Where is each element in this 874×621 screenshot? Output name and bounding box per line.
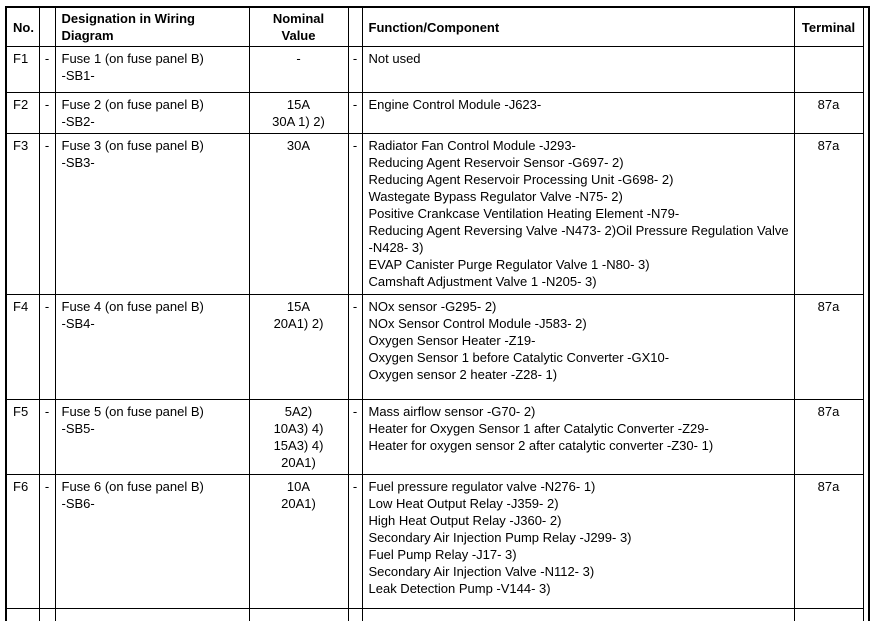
- nominal-value-cell: [249, 295, 348, 400]
- table-body: [6, 47, 869, 621]
- nominal-value-line: 30A 1) 2): [272, 114, 325, 129]
- function-component-line: Not used: [368, 51, 421, 66]
- designation-cell: [55, 475, 249, 609]
- designation-line: -SB5-: [61, 421, 95, 436]
- designation-line: Fuse 3 (on fuse panel B): [61, 138, 204, 153]
- dash-right-cell: -: [348, 134, 362, 295]
- function-component-line: Reducing Agent Reservoir Sensor -G697- 2): [368, 155, 624, 170]
- nominal-value-line: 20A1): [281, 455, 316, 470]
- spacer-cell: [863, 93, 869, 134]
- function-component-cell: [362, 475, 794, 609]
- nominal-value-cell: [249, 134, 348, 295]
- nominal-value-line: 10A: [286, 479, 311, 494]
- header-row: [6, 7, 869, 47]
- function-component-cell: [362, 295, 794, 400]
- terminal-cell: 87a: [794, 295, 863, 400]
- function-component-cell: [362, 400, 794, 475]
- designation-line: -SB4-: [61, 316, 95, 331]
- dash-right-cell: -: [348, 93, 362, 134]
- nominal-value-cell: [249, 47, 348, 93]
- designation-line: Fuse 2 (on fuse panel B): [61, 97, 204, 112]
- partial-row: [6, 609, 869, 621]
- function-component-line: Oxygen Sensor Heater -Z19-: [368, 333, 536, 348]
- function-component-line: Fuel pressure regulator valve -N276- 1): [368, 479, 596, 494]
- function-component-line: NOx Sensor Control Module -J583- 2): [368, 316, 587, 331]
- header-no: No.: [6, 7, 39, 47]
- function-component-line: Wastegate Bypass Regulator Valve -N75- 2): [368, 189, 623, 204]
- terminal-cell: [794, 47, 863, 93]
- dash-right-cell: -: [348, 295, 362, 400]
- function-component-line: Reducing Agent Reservoir Processing Unit -G698- 2): [368, 172, 674, 187]
- fuse-row: [6, 47, 869, 93]
- dash-right-cell: -: [348, 47, 362, 93]
- dash-left-cell: -: [39, 134, 55, 295]
- fuse-row: [6, 400, 869, 475]
- function-component-line: Secondary Air Injection Valve -N112- 3): [368, 564, 595, 579]
- dash-left-cell: -: [39, 295, 55, 400]
- dash-left-cell: [39, 609, 55, 621]
- fuse-row: [6, 295, 869, 400]
- header-dash-right: [348, 7, 362, 47]
- fuse-no-cell: F2: [6, 93, 39, 134]
- function-component-line: Heater for oxygen sensor 2 after catalytic converter -Z30- 1): [368, 438, 714, 453]
- nominal-value-line: 30A: [286, 138, 311, 153]
- nominal-value-cell: [249, 609, 348, 621]
- terminal-cell: 87a: [794, 93, 863, 134]
- dash-left-cell: -: [39, 475, 55, 609]
- function-component-line: High Heat Output Relay -J360- 2): [368, 513, 562, 528]
- function-component-line: EVAP Canister Purge Regulator Valve 1 -N80- 3): [368, 257, 650, 272]
- function-component-line: Mass airflow sensor -G70- 2): [368, 404, 536, 419]
- terminal-cell: 87a: [794, 475, 863, 609]
- dash-left-cell: -: [39, 93, 55, 134]
- dash-right-cell: -: [348, 400, 362, 475]
- function-component-cell: [362, 609, 794, 621]
- nominal-value-cell: [249, 475, 348, 609]
- dash-right-cell: -: [348, 475, 362, 609]
- nominal-value-cell: [249, 400, 348, 475]
- nominal-value-line: 10A3) 4): [273, 421, 324, 436]
- function-component-line: Low Heat Output Relay -J359- 2): [368, 496, 559, 511]
- spacer-cell: [863, 295, 869, 400]
- fuse-no-cell: F3: [6, 134, 39, 295]
- designation-line: Fuse 4 (on fuse panel B): [61, 299, 204, 314]
- nominal-value-line: 20A1): [281, 496, 316, 511]
- fuse-no-cell: F6: [6, 475, 39, 609]
- function-component-line: Leak Detection Pump -V144- 3): [368, 581, 551, 596]
- function-component-line: Fuel Pump Relay -J17- 3): [368, 547, 517, 562]
- fuse-row: [6, 134, 869, 295]
- header-function: Function/Component: [362, 7, 794, 47]
- designation-line: -SB3-: [61, 155, 95, 170]
- spacer-cell: [863, 47, 869, 93]
- function-component-line: Reducing Agent Reversing Valve -N473- 2)Oil Pressure Regulation Valve -N428- 3): [368, 223, 789, 255]
- nominal-value-line: -: [296, 51, 301, 66]
- designation-cell: [55, 93, 249, 134]
- designation-cell: [55, 47, 249, 93]
- function-component-cell: [362, 134, 794, 295]
- designation-cell: [55, 609, 249, 621]
- designation-line: Fuse 1 (on fuse panel B): [61, 51, 204, 66]
- spacer-cell: [863, 134, 869, 295]
- header-spacer: [863, 7, 869, 47]
- dash-right-cell: [348, 609, 362, 621]
- terminal-cell: [794, 609, 863, 621]
- fuse-row: [6, 475, 869, 609]
- header-dash-left: [39, 7, 55, 47]
- dash-left-cell: -: [39, 47, 55, 93]
- spacer-cell: [863, 475, 869, 609]
- nominal-value-line: 5A2): [284, 404, 313, 419]
- function-component-line: Positive Crankcase Ventilation Heating Element -N79-: [368, 206, 680, 221]
- designation-line: -SB1-: [61, 68, 95, 83]
- nominal-value-line: 20A1) 2): [273, 316, 324, 331]
- function-component-line: Oxygen sensor 2 heater -Z28- 1): [368, 367, 558, 382]
- nominal-value-line: 15A3) 4): [273, 438, 324, 453]
- function-component-cell: [362, 47, 794, 93]
- nominal-value-cell: [249, 93, 348, 134]
- fuse-no-cell: [6, 609, 39, 621]
- nominal-value-line: 15A: [286, 97, 311, 112]
- function-component-line: Heater for Oxygen Sensor 1 after Catalytic Converter -Z29-: [368, 421, 709, 436]
- function-component-line: NOx sensor -G295- 2): [368, 299, 497, 314]
- spacer-cell: [863, 609, 869, 621]
- dash-left-cell: -: [39, 400, 55, 475]
- designation-line: Fuse 6 (on fuse panel B): [61, 479, 204, 494]
- fuse-no-cell: F1: [6, 47, 39, 93]
- header-nominal-label: Nominal Value: [272, 11, 325, 43]
- fuse-row: [6, 93, 869, 134]
- function-component-line: Secondary Air Injection Pump Relay -J299- 3): [368, 530, 632, 545]
- function-component-cell: [362, 93, 794, 134]
- fuse-no-cell: F5: [6, 400, 39, 475]
- fuse-panel-table: [5, 6, 870, 621]
- designation-line: -SB2-: [61, 114, 95, 129]
- terminal-cell: 87a: [794, 400, 863, 475]
- function-component-line: Radiator Fan Control Module -J293-: [368, 138, 576, 153]
- fuse-no-cell: F4: [6, 295, 39, 400]
- function-component-line: Engine Control Module -J623-: [368, 97, 542, 112]
- terminal-cell: 87a: [794, 134, 863, 295]
- designation-cell: [55, 134, 249, 295]
- spacer-cell: [863, 400, 869, 475]
- nominal-value-line: 15A: [286, 299, 311, 314]
- designation-cell: [55, 400, 249, 475]
- designation-line: Fuse 5 (on fuse panel B): [61, 404, 204, 419]
- designation-cell: [55, 295, 249, 400]
- header-designation-label: Designation in Wiring Diagram: [61, 11, 195, 43]
- header-nominal: [249, 7, 348, 47]
- function-component-line: Oxygen Sensor 1 before Catalytic Converter -GX10-: [368, 350, 670, 365]
- function-component-line: Camshaft Adjustment Valve 1 -N205- 3): [368, 274, 597, 289]
- header-designation: [55, 7, 249, 47]
- header-terminal: Terminal: [794, 7, 863, 47]
- designation-line: -SB6-: [61, 496, 95, 511]
